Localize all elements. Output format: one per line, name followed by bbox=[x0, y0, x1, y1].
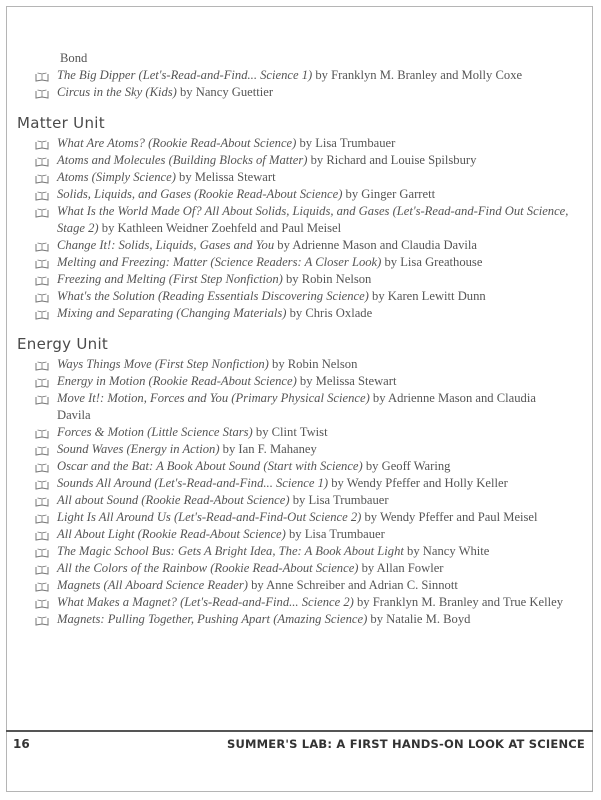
open-book-icon bbox=[35, 70, 49, 80]
document-body bbox=[0, 50, 601, 628]
book-title: What Are Atoms? (Rookie Read-About Science) bbox=[57, 136, 297, 150]
book-title: Atoms and Molecules (Building Blocks of Matter) bbox=[57, 153, 308, 167]
open-book-icon bbox=[35, 580, 49, 590]
book-author: by Franklyn M. Branley and Molly Coxe bbox=[312, 68, 523, 82]
book-title: Change It!: Solids, Liquids, Gases and You bbox=[57, 238, 275, 252]
book-title: What Makes a Magnet? (Let's-Read-and-Find... Science 2) bbox=[57, 595, 354, 609]
book-title: Magnets: Pulling Together, Pushing Apart (Amazing Science) bbox=[57, 612, 368, 626]
running-footer-title: SUMMER'S LAB: A FIRST HANDS-ON LOOK AT SCIENCE bbox=[226, 737, 585, 751]
book-title: The Big Dipper (Let's-Read-and-Find... Science 1) bbox=[57, 68, 313, 82]
book-list-item bbox=[57, 288, 569, 305]
book-list-item bbox=[57, 577, 569, 594]
book-list-item bbox=[57, 67, 569, 84]
book-title: All the Colors of the Rainbow (Rookie Read-About Science) bbox=[57, 561, 359, 575]
book-author: by Robin Nelson bbox=[268, 357, 358, 371]
book-author: by Lisa Greathouse bbox=[381, 255, 483, 269]
book-list-item bbox=[57, 152, 569, 169]
open-book-icon bbox=[35, 461, 49, 471]
open-book-icon bbox=[35, 393, 49, 403]
book-author: by Karen Lewitt Dunn bbox=[368, 289, 486, 303]
book-title: Atoms (Simply Science) bbox=[57, 170, 176, 184]
book-title: Oscar and the Bat: A Book About Sound (Start with Science) bbox=[57, 459, 363, 473]
book-author: by Lisa Trumbauer bbox=[289, 493, 389, 507]
book-author: by Anne Schreiber and Adrian C. Sinnott bbox=[247, 578, 458, 592]
book-title: Magnets (All Aboard Science Reader) bbox=[57, 578, 248, 592]
open-book-icon bbox=[35, 495, 49, 505]
book-list-item bbox=[57, 390, 569, 424]
list-item-continuation bbox=[57, 50, 572, 67]
book-title: Sound Waves (Energy in Action) bbox=[57, 442, 220, 456]
book-author: by Ian F. Mahaney bbox=[219, 442, 317, 456]
book-author: by Melissa Stewart bbox=[175, 170, 276, 184]
book-author: by Lisa Trumbauer bbox=[296, 136, 396, 150]
open-book-icon bbox=[35, 172, 49, 182]
book-list-item bbox=[57, 271, 569, 288]
open-book-icon bbox=[35, 359, 49, 369]
book-author: by Richard and Louise Spilsbury bbox=[307, 153, 477, 167]
book-title: Energy in Motion (Rookie Read-About Science) bbox=[57, 374, 297, 388]
book-title: All About Light (Rookie Read-About Science) bbox=[57, 527, 286, 541]
book-title: Solids, Liquids, and Gases (Rookie Read-About Science) bbox=[57, 187, 343, 201]
book-title: What's the Solution (Reading Essentials Discovering Science) bbox=[57, 289, 369, 303]
book-author: by Lisa Trumbauer bbox=[285, 527, 385, 541]
book-author: by Geoff Waring bbox=[362, 459, 451, 473]
open-book-icon bbox=[35, 512, 49, 522]
book-title: Move It!: Motion, Forces and You (Primary Physical Science) bbox=[57, 391, 370, 405]
book-author: by Clint Twist bbox=[252, 425, 328, 439]
book-title: Forces & Motion (Little Science Stars) bbox=[57, 425, 253, 439]
open-book-icon bbox=[35, 138, 49, 148]
reading-list-top bbox=[0, 67, 601, 101]
open-book-icon bbox=[35, 257, 49, 267]
book-list-item bbox=[57, 560, 569, 577]
book-list-item bbox=[57, 492, 569, 509]
book-author: by Adrienne Mason and Claudia Davila bbox=[274, 238, 478, 252]
book-title: Circus in the Sky (Kids) bbox=[57, 85, 177, 99]
open-book-icon bbox=[35, 274, 49, 284]
book-title: All about Sound (Rookie Read-About Science) bbox=[57, 493, 290, 507]
open-book-icon bbox=[35, 308, 49, 318]
book-author: by Chris Oxlade bbox=[286, 306, 373, 320]
list-item-text: Bond bbox=[60, 51, 88, 65]
book-list-item bbox=[57, 84, 569, 101]
reading-list-matter bbox=[0, 135, 601, 322]
book-author: by Franklyn M. Branley and True Kelley bbox=[353, 595, 563, 609]
book-author: by Natalie M. Boyd bbox=[367, 612, 471, 626]
section-heading-matter: Matter Unit bbox=[17, 114, 105, 132]
open-book-icon bbox=[35, 189, 49, 199]
open-book-icon bbox=[35, 206, 49, 216]
book-author: by Adrienne Mason and Claudia Davila bbox=[57, 391, 536, 422]
book-list-item bbox=[57, 186, 569, 203]
book-list-item bbox=[57, 373, 569, 390]
book-list-item bbox=[57, 203, 569, 237]
book-list-item bbox=[57, 611, 569, 628]
open-book-icon bbox=[35, 444, 49, 454]
book-title: Ways Things Move (First Step Nonfiction) bbox=[57, 357, 269, 371]
book-author: by Wendy Pfeffer and Holly Keller bbox=[328, 476, 508, 490]
open-book-icon bbox=[35, 529, 49, 539]
book-author: by Ginger Garrett bbox=[342, 187, 436, 201]
book-title: Melting and Freezing: Matter (Science Readers: A Closer Look) bbox=[57, 255, 382, 269]
book-author: by Nancy White bbox=[403, 544, 490, 558]
open-book-icon bbox=[35, 614, 49, 624]
book-list-item bbox=[57, 424, 569, 441]
book-author: by Allan Fowler bbox=[358, 561, 444, 575]
book-list-item bbox=[57, 169, 569, 186]
book-author: by Melissa Stewart bbox=[296, 374, 397, 388]
book-list-item bbox=[57, 475, 569, 492]
book-list-item bbox=[57, 254, 569, 271]
book-title: The Magic School Bus: Gets A Bright Idea, The: A Book About Light bbox=[57, 544, 404, 558]
book-list-item bbox=[57, 526, 569, 543]
section-heading-energy: Energy Unit bbox=[17, 335, 109, 353]
book-list-item bbox=[57, 509, 569, 526]
book-list-item bbox=[57, 458, 569, 475]
book-title: Freezing and Melting (First Step Nonfiction) bbox=[57, 272, 283, 286]
book-list-item bbox=[57, 305, 569, 322]
open-book-icon bbox=[35, 155, 49, 165]
open-book-icon bbox=[35, 87, 49, 97]
open-book-icon bbox=[35, 478, 49, 488]
book-list-item bbox=[57, 594, 569, 611]
open-book-icon bbox=[35, 427, 49, 437]
open-book-icon bbox=[35, 376, 49, 386]
open-book-icon bbox=[35, 291, 49, 301]
book-title: What Is the World Made Of? All About Solids, Liquids, and Gases (Let's-Read-and-Find Out Science, Stage 2) bbox=[57, 204, 569, 235]
book-title: Light Is All Around Us (Let's-Read-and-Find-Out Science 2) bbox=[57, 510, 362, 524]
book-title: Mixing and Separating (Changing Materials) bbox=[57, 306, 287, 320]
open-book-icon bbox=[35, 563, 49, 573]
book-author: by Kathleen Weidner Zoehfeld and Paul Meisel bbox=[98, 221, 342, 235]
open-book-icon bbox=[35, 240, 49, 250]
book-list-item bbox=[57, 356, 569, 373]
book-list-item bbox=[57, 543, 569, 560]
book-list-item bbox=[57, 441, 569, 458]
open-book-icon bbox=[35, 546, 49, 556]
book-title: Sounds All Around (Let's-Read-and-Find... Science 1) bbox=[57, 476, 329, 490]
book-author: by Robin Nelson bbox=[282, 272, 372, 286]
book-list-item bbox=[57, 237, 569, 254]
book-author: by Wendy Pfeffer and Paul Meisel bbox=[361, 510, 538, 524]
page-number: 16 bbox=[13, 737, 30, 751]
book-author: by Nancy Guettier bbox=[176, 85, 274, 99]
book-list-item bbox=[57, 135, 569, 152]
reading-list-energy bbox=[0, 356, 601, 628]
footer-divider bbox=[6, 730, 593, 732]
open-book-icon bbox=[35, 597, 49, 607]
